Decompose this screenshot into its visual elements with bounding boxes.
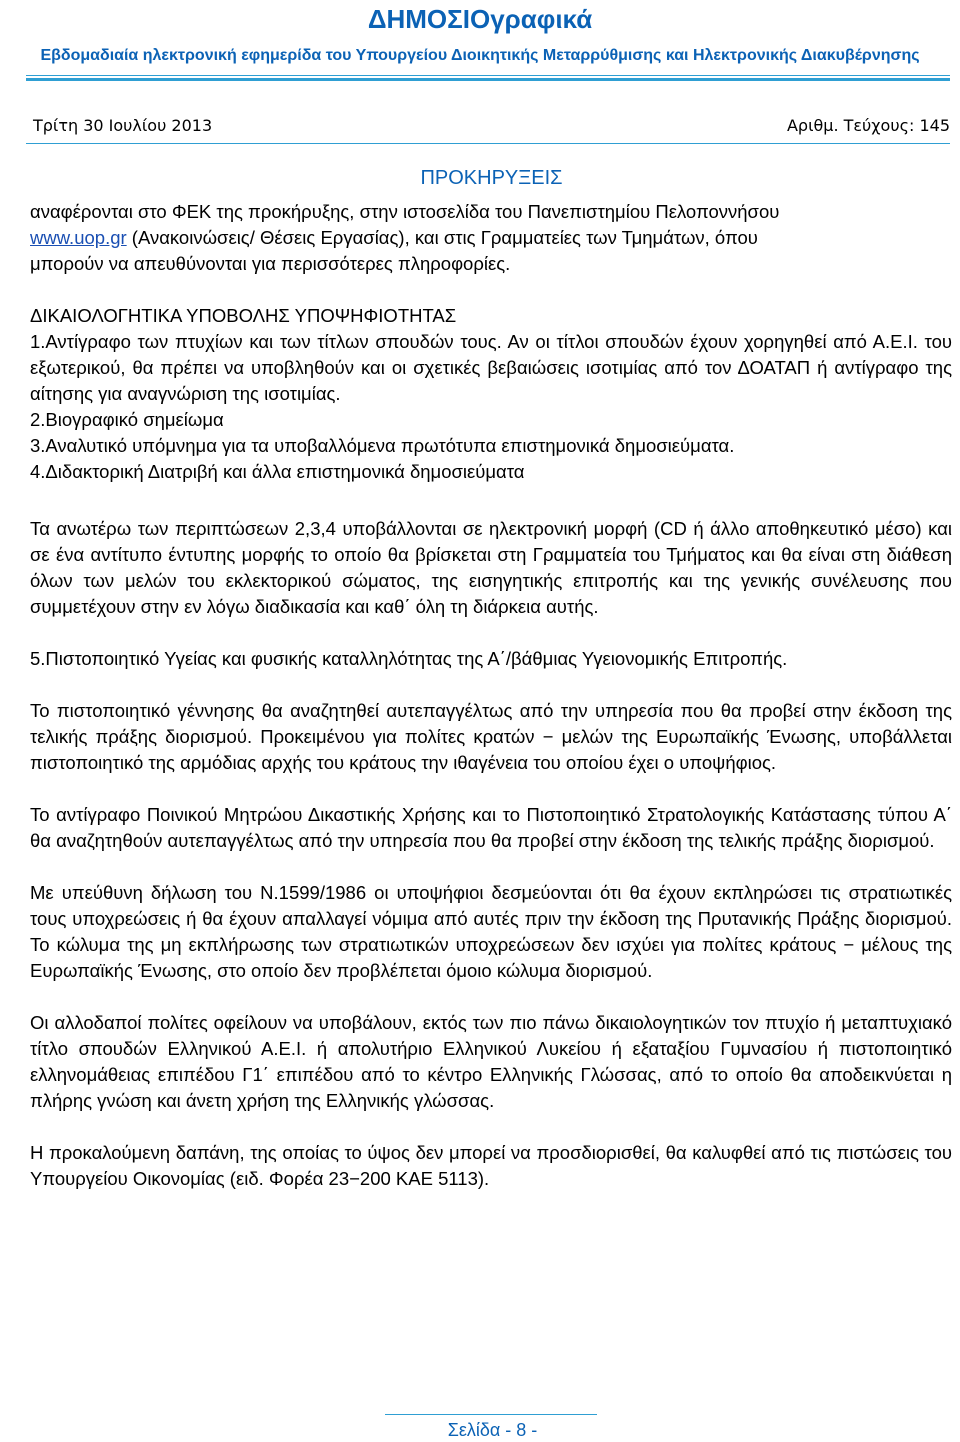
birth-certificate-paragraph: Το πιστοποιητικό γέννησης θα αναζητηθεί αυτεπαγγέλτως από την υπηρεσία που θα προβεί στην έκδοση της τελικής πράξης διορισμού. Προκειμένου για πολίτες κρατών − μελών της Ευρωπαϊκής Ένωσης, υποβάλλεται πιστοποιητικό της αρμόδιας αρχής του κράτους την ιθαγένεια του οποίου έχει ο υποψήφιος. <box>30 700 952 773</box>
issue-divider <box>26 143 950 144</box>
footer-divider <box>385 1414 597 1415</box>
document-item-3: 3.Αναλυτικό υπόμνημα για τα υποβαλλόμενα πρωτότυπα επιστημονικά δημοσιεύματα. <box>30 435 735 456</box>
masthead-divider-thick <box>26 78 950 81</box>
intro-paragraph <box>30 199 952 277</box>
electronic-submission-paragraph: Τα ανωτέρω των περιπτώσεων 2,3,4 υποβάλλονται σε ηλεκτρονική μορφή (CD ή άλλο αποθηκευτικό μέσο) και σε ένα αντίτυπο έντυπης μορφής το οποίο θα βρίσκεται στη Γραμματεία του Τμήματος και θα είναι στη διάθεση όλων των μελών του εκλεκτορικού σώματος, της εισηγητικής επιτροπής και της γενικής συνέλευσης που συμμετέχουν στην εν λόγω διαδικασία και καθ΄ όλη τη διάρκεια αυτής. <box>30 518 952 617</box>
military-service-paragraph: Με υπεύθυνη δήλωση του Ν.1599/1986 οι υποψήφιοι δεσμεύονται ότι θα έχουν εκπληρώσει τις στρατιωτικές τους υποχρεώσεις ή θα έχουν απαλλαγεί νόμιμα από αυτές πριν την έκδοση της Πρυτανικής Πράξης διορισμού. Το κώλυμα της μη εκπλήρωσης των στρατιωτικών υποχρεώσεων δεν ισχύει για πολίτες κράτους − μέλους της Ευρωπαϊκής Ένωσης, στο οποίο δεν προβλέπεται όμοιο κώλυμα διορισμού. <box>30 882 952 981</box>
university-link[interactable]: www.uop.gr <box>30 227 127 248</box>
issue-number: Αριθμ. Τεύχους: 145 <box>786 116 950 135</box>
masthead-divider-thin <box>26 75 950 76</box>
article-body <box>30 199 952 1192</box>
documents-heading: ΔΙΚΑΙΟΛΟΓΗΤΙΚΑ ΥΠΟΒΟΛΗΣ ΥΠΟΨΗΦΙΟΤΗΤΑΣ <box>30 305 457 326</box>
page-number: Σελίδα - 8 - <box>447 1420 538 1440</box>
document-item-2: 2.Βιογραφικό σημείωμα <box>30 409 224 430</box>
masthead-subtitle: Εβδομαδιαία ηλεκτρονική εφημερίδα του Υπουργείου Διοικητικής Μεταρρύθμισης και Ηλεκτρονικής Διακυβέρνησης <box>40 47 920 64</box>
issue-date: Τρίτη 30 Ιουλίου 2013 <box>33 116 213 135</box>
masthead-title: ΔΗΜΟΣΙΟγραφικά <box>367 4 593 34</box>
document-item-4: 4.Διδακτορική Διατριβή και άλλα επιστημονικά δημοσιεύματα <box>30 461 525 482</box>
intro-rest-2: μπορούν να απευθύνονται για περισσότερες πληροφορίες. <box>30 253 511 274</box>
expense-paragraph: Η προκαλούμενη δαπάνη, της οποίας το ύψος δεν μπορεί να προσδιορισθεί, θα καλυφθεί από τις πιστώσεις του Υπουργείου Οικονομίας (ειδ. Φορέα 23−200 ΚΑΕ 5113). <box>30 1142 952 1189</box>
criminal-record-paragraph: Το αντίγραφο Ποινικού Μητρώου Δικαστικής Χρήσης και το Πιστοποιητικό Στρατολογικής Κατάστασης τύπου Α΄ θα αναζητηθούν αυτεπαγγέλτως από την υπηρεσία που θα προβεί στην έκδοση της τελικής πράξης διορισμού. <box>30 804 952 851</box>
intro-rest-1: (Ανακοινώσεις/ Θέσεις Εργασίας), και στις Γραμματείες των Τμημάτων, όπου <box>126 227 758 248</box>
section-heading: ΠΡΟΚΗΡΥΞΕΙΣ <box>420 167 563 189</box>
issue-bar <box>33 112 950 140</box>
document-item-1: 1.Αντίγραφο των πτυχίων και των τίτλων σπουδών τους. Αν οι τίτλοι σπουδών έχουν χορηγηθεί από Α.Ε.Ι. του εξωτερικού, θα πρέπει να υποβληθούν και οι σχετικές βεβαιώσεις ισοτιμίας από τον ΔΟΑΤΑΠ ή αντίγραφο της αίτησης για αναγνώριση της ισοτιμίας. <box>30 331 952 404</box>
document-item-5: 5.Πιστοποιητικό Υγείας και φυσικής καταλληλότητας της Α΄/βάθμιας Υγειονομικής Επιτροπής. <box>30 648 788 669</box>
language-requirement-paragraph: Οι αλλοδαποί πολίτες οφείλουν να υποβάλουν, εκτός των πιο πάνω δικαιολογητικών τον πτυχίο ή μεταπτυχιακό τίτλο σπουδών Ελληνικού Α.Ε.Ι. ή απολυτήριο Ελληνικού Λυκείου ή εξαταξίου Γυμνασίου ή πιστοποιητικό ελληνομάθειας επιπέδου Γ1΄ επιπέδου από το κέντρο Ελληνικής Γλώσσας, από το οποίο θα αποδεικνύεται η πλήρης γνώση και άνετη χρήση της Ελληνικής γλώσσας. <box>30 1012 952 1111</box>
intro-line: αναφέρονται στο ΦΕΚ της προκήρυξης, στην ιστοσελίδα του Πανεπιστημίου Πελοποννήσου <box>30 201 780 222</box>
